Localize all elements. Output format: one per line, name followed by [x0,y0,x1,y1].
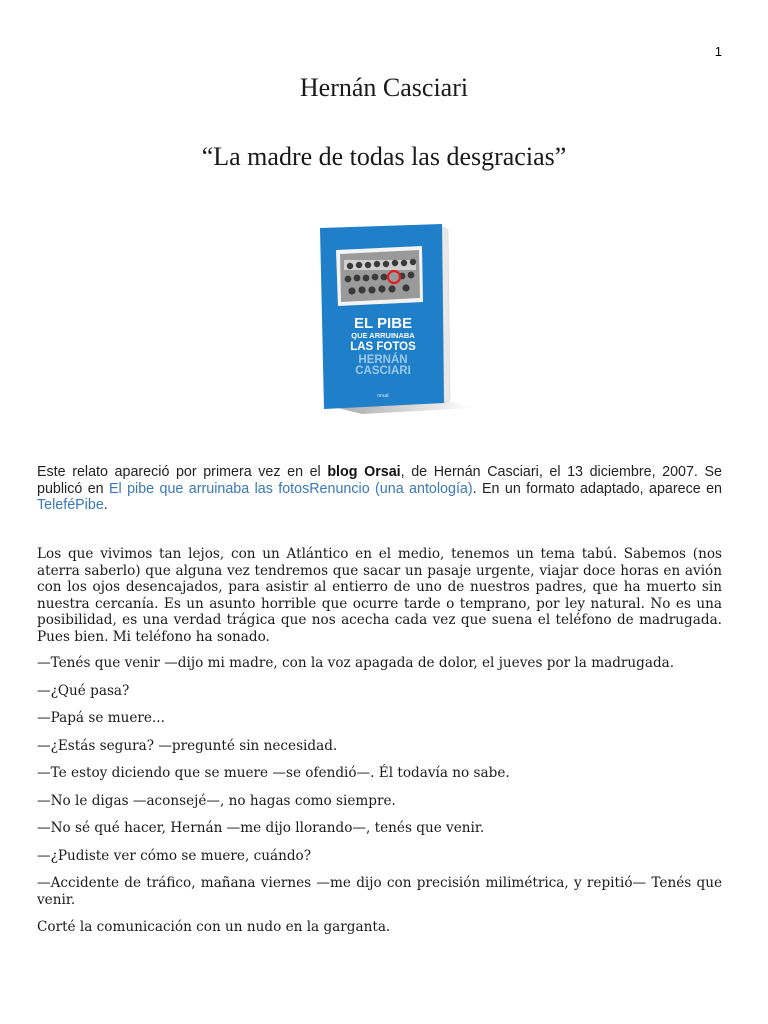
info-text-2: , de Hernán Casciari, el 13 diciembre, 2007. Se publicó en [37,464,722,497]
link-renuncio[interactable]: Renuncio (una antología) [309,480,473,497]
story-paragraph: —No le digas —aconsejé—, no hagas como siempre. [37,792,396,809]
cover-photo [336,246,423,306]
story-paragraph: —Accidente de tráfico, mañana viernes —me dijo con precisión milimétrica, y repitió— Tenés que venir. [37,875,722,908]
story-paragraph: —¿Estás segura? —pregunté sin necesidad. [37,737,338,754]
blog-orsai-label: blog Orsai [327,464,401,480]
cover-author-line2: CASCIARI [355,365,411,377]
cover-title-line3: LAS FOTOS [350,341,416,353]
info-text-1: Este relato apareció por primera vez en el [37,464,328,480]
story-paragraph: —No sé qué hacer, Hernán —me dijo llorando—, tenés que venir. [37,820,485,836]
page-number: 1 [714,44,722,59]
publication-info [37,464,722,514]
cover-title-line1: EL PIBE [353,315,413,332]
cover-author-line1: HERNÁN [358,354,408,366]
info-text-4: . [103,497,108,513]
story-paragraph: Corté la comunicación con un nudo en la garganta. [37,919,391,935]
story-paragraph: —¿Pudiste ver cómo se muere, cuándo? [37,847,311,864]
story-paragraph: —Tenés que venir —dijo mi madre, con la voz apagada de dolor, el jueves por la madrugada. [37,655,675,671]
story-body [37,546,722,947]
book-cover-image [270,210,490,420]
link-telefepibe[interactable]: TeleféPibe [37,497,104,513]
story-title: “La madre de todas las desgracias” [201,142,567,171]
cover-title-line2: QUE ARRUINABA [351,331,415,340]
story-paragraph: —Te estoy diciendo que se muere —se ofendió—. Él todavía no sabe. [37,765,510,781]
story-paragraph: Los que vivimos tan lejos, con un Atlántico en el medio, tenemos un tema tabú. Sabemos (nos aterra saberlo) que alguna vez tendremos que sacar un pasaje urgente, viajar doce horas en avión con los ojos desencajados, para asistir al entierro de uno de nuestros padres, que ha muerto sin nuestra cercanía. Es un asunto horrible que ocurre tarde o temprano, por ley natural. No es una posibilidad, es una verdad trágica que nos acecha cada vez que suena el teléfono de madrugada. Pues bien. Mi teléfono ha sonado. [37,546,722,645]
author-heading: Hernán Casciari [299,73,469,102]
link-el-pibe[interactable]: El pibe que arruinaba las fotos [109,480,310,497]
story-paragraph: —¿Qué pasa? [37,682,130,699]
cover-publisher: orsai [377,393,389,399]
info-text-3: . En un formato adaptado, aparece en [472,480,722,497]
book-cover-illustration [270,210,490,420]
story-paragraph: —Papá se muere... [37,710,165,726]
